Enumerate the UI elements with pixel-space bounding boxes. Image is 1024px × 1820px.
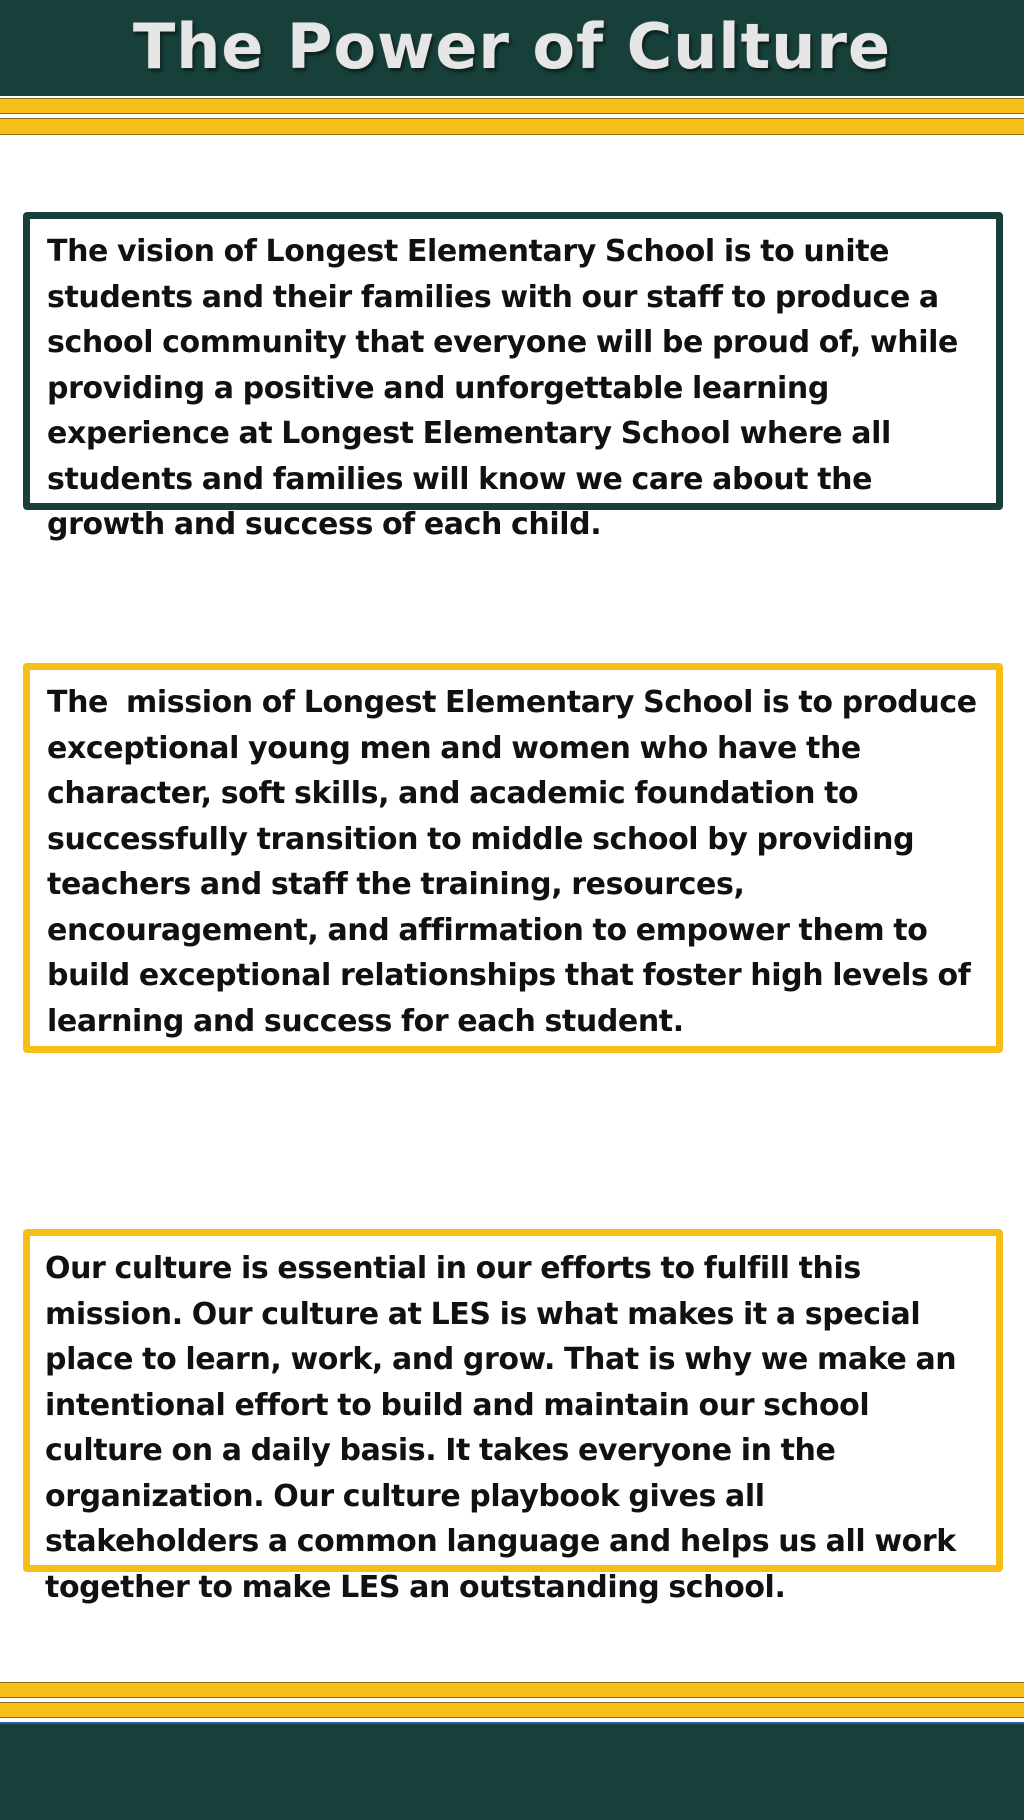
- vision-statement-text: The vision of Longest Elementary School is to unite students and their families with our staff to produce a school community that everyone will be proud of, while providing a positive and unforgettable learning experience at Longest Elementary School where all students and families will know we care about the growth and success of each child.: [47, 234, 958, 542]
- footer-stripe-top: [0, 1682, 1024, 1698]
- page-title: The Power of Culture: [132, 10, 892, 83]
- header-stripe-top: [0, 98, 1024, 114]
- header-banner: [0, 0, 1024, 96]
- header-stripe-bottom: [0, 118, 1024, 135]
- mission-statement-box: [23, 663, 1003, 1053]
- culture-statement-box: [23, 1229, 1003, 1605]
- footer-banner: [0, 1722, 1024, 1820]
- mission-statement-text: The mission of Longest Elementary School is to produce exceptional young men and women who have the character, soft skills, and academic foundation to successfully transition to middle school by providing teachers and staff the training, resources, encouragement, and affirmation to empower them to build exceptional relationships that foster high levels of learning and success for each student.: [47, 685, 986, 1039]
- culture-statement-text: Our culture is essential in our efforts to fulfill this mission. Our culture at LES is what makes it a special place to learn, work, and grow. That is why we make an intentional effort to build and maintain our school culture on a daily basis. It takes everyone in the organization. Our culture playbook gives all stakeholders a common language and helps us all work together to make LES an outstanding school.: [45, 1251, 957, 1605]
- footer-stripe-bottom: [0, 1702, 1024, 1718]
- vision-statement-box: [23, 212, 1003, 542]
